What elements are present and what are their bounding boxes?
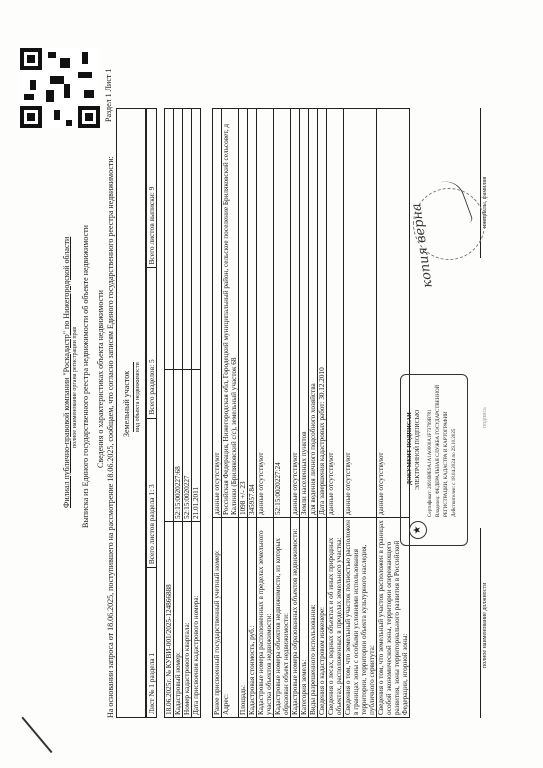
sheets-section: Всего листов раздела 1: 3 [147, 418, 157, 568]
table-row [274, 109, 291, 718]
signature-caption: подпись [482, 407, 488, 428]
row-label: Сведения о том, что земельный участок полностью расположен в границах зоны с особыми условиями использования территории, территории объекта культурного наследия, публичного сервитута: [344, 518, 377, 718]
doc-subtitle: Сведения о характеристиках объекта недвижимости [96, 290, 105, 468]
meta-empty [174, 109, 183, 370]
handwritten-note [395, 168, 495, 288]
row-value: данные отсутствуют [257, 109, 274, 518]
object-type-block [116, 108, 146, 718]
meta-value: 21.01.2011 [192, 369, 201, 521]
row-value: Земли населенных пунктов [300, 109, 309, 518]
meta-label: Номер кадастрового квартала: [183, 522, 192, 718]
org-name: Филиал публично-правовой компании "Роскадастр" по Нижегородской области [62, 236, 71, 508]
row-value: данные отсутствуют [344, 109, 377, 518]
row-label: Площадь: [239, 518, 248, 718]
table-row [213, 109, 222, 718]
meta-value: 52:15:0020227:68 [174, 369, 183, 521]
meta-label: 18.06.2025г. № КУВИ-001/2025-124866888 [165, 522, 174, 718]
qr-code [20, 48, 100, 128]
meta-value [165, 369, 174, 521]
row-value: 1098 +/- 23 [239, 109, 248, 518]
table-row [318, 109, 327, 718]
meta-empty [165, 109, 174, 370]
table-row [309, 109, 318, 718]
meta-row [165, 109, 174, 718]
row-value: 345957.84 [248, 109, 257, 518]
table-row [239, 109, 248, 718]
doc-title: Выписка из Единого государственного реестра недвижимости об объекте недвижимости [81, 225, 90, 528]
row-label: Сведения о лесах, водных объектах и об иных природных объектах, расположенных в пределах земельного участка: [327, 518, 344, 718]
table-row [248, 109, 257, 718]
meta-row [174, 109, 183, 718]
row-value: Российская Федерация, Нижегородская обл, Городецкий муниципальный район, сельское поселение Бриляковский сельсовет, д Калинки (Бриляковский с/с), земельный участок 68 [222, 109, 239, 518]
row-label: Ранее присвоенный государственный учетный номер: [213, 518, 222, 718]
meta-table [164, 108, 201, 718]
ecp-title: ДОКУМЕНТ ПОДПИСАН [407, 412, 413, 485]
sheet-number: Лист № 1 раздела 1 [147, 568, 157, 718]
intro-text: На основании запроса от 18.06.2025, поступившего на рассмотрение 18.06.2025, сообщаем, что согласно записям Единого государственного реестра недвижимости: [106, 156, 115, 718]
row-label: Адрес: [222, 518, 239, 718]
org-caption: полное наименование органа регистрации прав [72, 326, 78, 448]
table-row [327, 109, 344, 718]
ecp-cert: Сертификат: 2691B8E9A1A1A0000A1F73799B781 [428, 409, 433, 517]
initials-caption: инициалы, фамилия [482, 176, 488, 228]
row-label: Кадастровые номера образованных объектов недвижимости: [291, 518, 300, 718]
ecp-stamp [400, 374, 468, 546]
meta-empty [183, 109, 192, 370]
pen-mark [21, 717, 52, 753]
table-row [344, 109, 377, 718]
row-value: Дата завершения кадастровых работ: 30.12.2010 [318, 109, 327, 518]
position-caption: полное наименование должности [482, 582, 488, 668]
meta-label: Дата присвоения кадастрового номера: [192, 522, 201, 718]
meta-row [192, 109, 201, 718]
ecp-subtitle: ЭЛЕКТРОННОЙ ПОДПИСЬЮ [415, 409, 421, 490]
table-row [300, 109, 309, 718]
meta-row [183, 109, 192, 718]
ecp-owner: Владелец: ФЕДЕРАЛЬНАЯ СЛУЖБА ГОСУДАРСТВЕННОЙ [436, 384, 441, 517]
table-row [291, 109, 300, 718]
emblem-icon: ★ [409, 521, 427, 539]
sheets-total: Всего листов выписки: 9 [147, 109, 157, 269]
ecp-valid: Действителен: с 18.04.2024 по 29.10.2025 [452, 428, 457, 517]
row-label: Кадастровая стоимость, руб.: [248, 518, 257, 718]
row-value: данные отсутствуют [377, 109, 410, 518]
meta-value: 52:15:0020227 [183, 369, 192, 521]
row-value: данные отсутствуют [213, 109, 222, 518]
row-value: 52:15:0020227:24 [274, 109, 291, 518]
characteristics-table [212, 108, 410, 718]
section-label: Раздел 1 Лист 1 [104, 68, 113, 122]
row-label: Кадастровые номера расположенных в пределах земельного участка объектов недвижимости: [257, 518, 274, 718]
table-row [257, 109, 274, 718]
meta-label: Кадастровый номер: [174, 522, 183, 718]
row-value: данные отсутствуют [327, 109, 344, 518]
ecp-owner2: РЕГИСТРАЦИИ, КАДАСТРА И КАРТОГРАФИИ [444, 411, 449, 517]
row-label: Кадастровые номера объектов недвижимости, из которых образован объект недвижимости: [274, 518, 291, 718]
row-label: Сведения о том, что земельный участок расположен в границах особой экономической зоны, территории опережающего развития, зоны территориального развития в Российской Федерации, игорной зоны: [377, 518, 410, 718]
table-row [222, 109, 239, 718]
object-caption: вид объекта недвижимости [135, 362, 141, 432]
row-label: Категория земель: [300, 518, 309, 718]
row-value: для ведения личного подсобного хозяйства [309, 109, 318, 518]
object-type: Земельный участок [122, 370, 131, 437]
row-value: данные отсутствуют [291, 109, 300, 518]
row-label: Сведения о кадастровом инженере: [318, 518, 327, 718]
row-label: Виды разрешенного использования: [309, 518, 318, 718]
meta-empty [192, 109, 201, 370]
handwritten-text: копия верна [409, 202, 436, 289]
sections-total: Всего разделов: 5 [147, 268, 157, 418]
sheet-header [146, 108, 157, 718]
